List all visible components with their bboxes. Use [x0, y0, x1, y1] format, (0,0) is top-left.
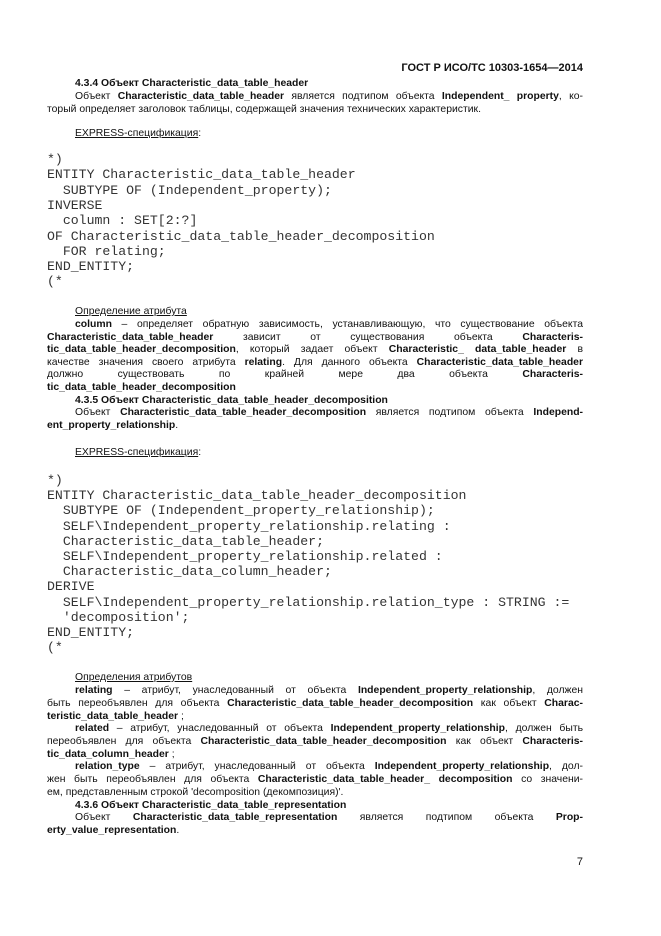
bold-term: Characteristic_data_table_header: [416, 356, 583, 368]
text-segment: является подтипом объекта: [337, 812, 556, 824]
underlined-heading: Определение атрибута: [75, 306, 187, 317]
text-segment: торый определяет заголовок таблицы, содержащей значения технических характеристик.: [47, 104, 481, 115]
bold-term: Independent_property_relationship: [330, 723, 505, 735]
document-header: ГОСТ Р ИСО/ТС 10303-1654—2014: [401, 62, 583, 74]
bold-term: Characteristic_data_table_header_decomposition: [200, 736, 447, 747]
express-code-line: ENTITY Characteristic_data_table_header_decomposition: [47, 488, 467, 504]
express-code-line: INVERSE: [47, 197, 103, 213]
text-segment: – атрибут, унаследованный от объекта: [139, 761, 375, 773]
express-code-line: column : SET[2:?]: [47, 213, 198, 229]
text-line: [75, 671, 583, 684]
text-segment: зависит от существования объекта: [213, 331, 523, 343]
bold-term: 4.3.6 Объект Characteristic_data_table_representation: [75, 799, 347, 811]
bold-term: Independent_property_relationship: [374, 761, 550, 773]
underlined-heading: EXPRESS-спецификация: [75, 128, 199, 139]
text-line: [47, 419, 583, 432]
text-line: [47, 103, 583, 116]
bold-term: related: [75, 723, 110, 735]
express-code-line: SUBTYPE OF (Independent_property);: [47, 182, 332, 198]
bold-term: Characteris-: [522, 369, 583, 381]
express-code-line: SUBTYPE OF (Independent_property_relationship);: [47, 503, 435, 519]
text-line: [47, 735, 583, 748]
bold-term: Characteristic_data_table_header_ decomposition: [257, 774, 513, 786]
underlined-heading: Определения атрибутов: [75, 672, 193, 683]
express-code-line: (*: [47, 640, 63, 656]
bold-term: Independent_property_relationship: [357, 685, 533, 696]
express-code-line: *): [47, 152, 63, 167]
text-segment: – атрибут, унаследованный от объекта: [109, 723, 331, 735]
text-segment: переобъявлен для объекта: [47, 736, 201, 747]
text-segment: должно существовать по крайней мере два объекта: [47, 369, 523, 381]
text-line: [47, 331, 583, 344]
text-line: [75, 446, 583, 459]
bold-term: Charac-: [544, 698, 583, 709]
bold-term: Prop-: [555, 812, 583, 824]
text-line: [47, 381, 583, 394]
bold-term: column: [75, 319, 112, 330]
text-line: [75, 799, 583, 812]
express-code-line: ENTITY Characteristic_data_table_header: [47, 167, 356, 183]
bold-term: Characteristic_data_table_header_decomposition: [120, 407, 367, 419]
text-line: [75, 811, 583, 824]
express-code-line: SELF\Independent_property_relationship.relation_type : STRING :=: [47, 594, 570, 610]
bold-term: 4.3.4 Объект Characteristic_data_table_header: [75, 78, 309, 89]
text-line: [75, 760, 583, 773]
express-code-line: SELF\Independent_property_relationship.related :: [47, 549, 443, 564]
text-segment: в: [566, 344, 583, 356]
bold-term: tic_data_column_header: [47, 748, 169, 760]
text-segment: является подтипом объекта: [366, 407, 534, 419]
text-segment: ем, представленным строкой 'decomposition (декомпозиция)'.: [47, 786, 344, 798]
text-segment: , должен быть: [505, 723, 583, 735]
text-segment: :: [198, 447, 202, 458]
bold-term: Characteristic_data_table_representation: [132, 812, 338, 824]
express-code-line: 'decomposition';: [47, 609, 190, 625]
bold-term: tic_data_table_header_decomposition: [47, 382, 236, 393]
express-code-line: END_ENTITY;: [47, 625, 135, 640]
text-segment: .: [176, 824, 180, 836]
bold-term: relating: [244, 356, 283, 368]
text-segment: как объект: [473, 698, 545, 709]
text-line: [47, 824, 583, 837]
text-line: [75, 406, 583, 419]
text-segment: Объект: [75, 407, 121, 419]
express-code-line: Characteristic_data_column_header;: [47, 564, 332, 580]
express-code-line: *): [47, 473, 63, 488]
bold-term: Characteristic_data_table_header_decomposition: [227, 698, 474, 709]
express-code-line: SELF\Independent_property_relationship.relating :: [47, 518, 451, 534]
text-line: [47, 710, 583, 723]
text-segment: качестве значения своего атрибута: [47, 356, 245, 368]
express-code-line: DERIVE: [47, 579, 95, 595]
text-line: [75, 77, 583, 90]
text-line: [47, 697, 583, 710]
bold-term: 4.3.5 Объект Characteristic_data_table_header_decomposition: [75, 394, 388, 406]
text-line: [75, 722, 583, 735]
text-line: [47, 343, 583, 356]
text-line: [47, 368, 583, 381]
bold-term: erty_value_representation: [47, 824, 177, 836]
text-segment: ;: [178, 710, 184, 722]
text-segment: – определяет обратную зависимость, устанавливающую, что существование объекта: [111, 319, 583, 330]
express-code-line: (*: [47, 274, 63, 290]
bold-term: Characteristic_ data_table_header: [388, 344, 567, 356]
bold-term: Independent_ property: [441, 91, 559, 102]
text-segment: – атрибут, унаследованный от объекта: [112, 685, 358, 696]
text-segment: со значени-: [512, 774, 583, 786]
text-segment: является подтипом объекта: [284, 91, 442, 102]
bold-term: ent_property_relationship: [47, 419, 176, 431]
text-segment: Объект: [75, 812, 133, 824]
bold-term: relation_type: [75, 761, 140, 773]
bold-term: tic_data_table_header_decomposition: [47, 344, 236, 356]
bold-term: Characteristic_data_table_header: [47, 331, 214, 343]
express-code-line: FOR relating;: [47, 243, 166, 259]
underlined-heading: EXPRESS-спецификация: [75, 447, 199, 458]
text-segment: :: [198, 128, 202, 139]
text-segment: . Для данного объекта: [282, 356, 417, 368]
bold-term: Characteris-: [522, 736, 583, 747]
express-code-line: Characteristic_data_table_header;: [47, 533, 324, 549]
text-segment: жен быть переобъявлен для объекта: [47, 774, 258, 786]
text-segment: , дол-: [549, 761, 583, 773]
page-number: 7: [576, 856, 583, 868]
text-segment: быть переобъявлен для объекта: [47, 698, 228, 709]
express-code-line: OF Characteristic_data_table_header_decomposition: [47, 228, 435, 244]
bold-term: Characteristic_data_table_header: [117, 91, 285, 102]
text-line: [47, 773, 583, 786]
text-line: [75, 127, 583, 140]
express-code-line: END_ENTITY;: [47, 259, 135, 275]
bold-term: Independ-: [533, 407, 583, 419]
text-segment: , ко-: [558, 91, 583, 102]
text-line: [47, 356, 583, 369]
bold-term: relating: [75, 685, 113, 696]
text-line: [75, 684, 583, 697]
text-line: [47, 748, 583, 761]
text-segment: , который задает объект: [235, 344, 389, 356]
text-segment: , должен: [532, 685, 583, 696]
bold-term: teristic_data_table_header: [47, 710, 179, 722]
text-line: [75, 305, 583, 318]
text-line: [75, 90, 583, 103]
text-segment: ;: [168, 748, 175, 760]
text-segment: .: [175, 419, 179, 431]
text-line: [75, 318, 583, 331]
text-line: [47, 786, 583, 799]
text-segment: как объект: [446, 736, 523, 747]
text-line: [75, 394, 583, 407]
bold-term: Characteris-: [522, 331, 583, 343]
text-segment: Объект: [75, 91, 118, 102]
